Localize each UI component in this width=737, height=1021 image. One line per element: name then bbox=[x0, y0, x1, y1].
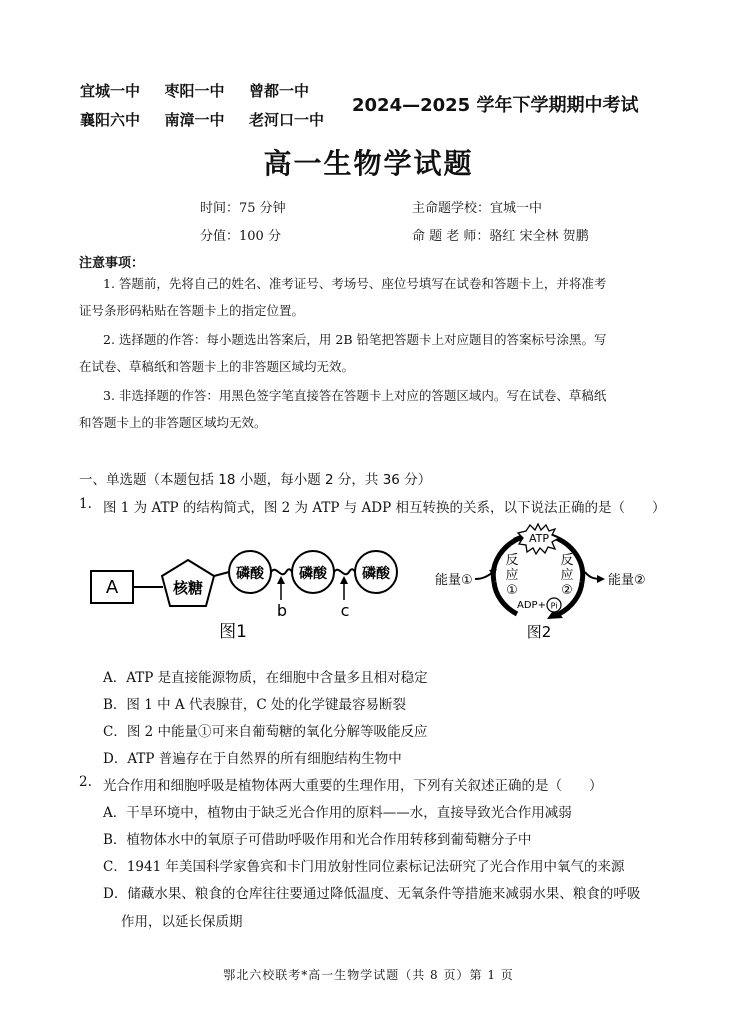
notice-heading: 注意事项： bbox=[79, 256, 145, 271]
question-number: 1. bbox=[79, 496, 92, 512]
exam-time: 时间：75 分钟 bbox=[200, 201, 286, 216]
question-number: 2. bbox=[79, 774, 92, 790]
atp-label: ATP bbox=[528, 532, 550, 545]
atp-structure-figure bbox=[85, 540, 405, 650]
question-stem: 图 1 为 ATP 的结构简式，图 2 为 ATP 与 ADP 相互转换的关系，以下说法正确的是（ ） bbox=[103, 500, 666, 516]
notice-item-1: 1. 答题前，先将自己的姓名、准考证号、考场号、座位号填写在试卷和答题卡上，并将准考 bbox=[103, 276, 607, 291]
ribose-label: 核糖 bbox=[172, 579, 204, 597]
atp-adp-cycle-figure bbox=[433, 522, 683, 647]
exam-teachers: 命 题 老 师：骆红 宋全林 贺鹏 bbox=[412, 229, 589, 244]
q1-option-d: D．ATP 普遍存在于自然界的所有细胞结构生物中 bbox=[103, 751, 402, 767]
page-title: 高一生物学试题 bbox=[263, 147, 474, 180]
lead-school: 主命题学校：宜城一中 bbox=[412, 201, 543, 216]
q1-option-b: B．图 1 中 A 代表腺苷，C 处的化学键最容易断裂 bbox=[103, 697, 407, 713]
reaction-2-label: 应 bbox=[560, 568, 574, 583]
high-energy-bond-c bbox=[334, 569, 355, 574]
energy-1-label: 能量① bbox=[435, 573, 473, 588]
school-name: 枣阳一中 bbox=[164, 82, 225, 100]
section-heading: 一、单选题（本题包括 18 小题，每小题 2 分，共 36 分） bbox=[79, 472, 432, 488]
notice-item-3-cont: 和答题卡上的非答题区域均无效。 bbox=[79, 415, 267, 430]
adp-label: ADP+ bbox=[517, 600, 546, 611]
bond-b-label: b bbox=[276, 601, 288, 620]
q2-option-b: B．植物体水中的氧原子可借助呼吸作用和光合作用转移到葡萄糖分子中 bbox=[103, 832, 532, 848]
schools-row-1 bbox=[80, 80, 309, 101]
school-name: 南漳一中 bbox=[164, 111, 225, 129]
q2-option-d: D．储藏水果、粮食的仓库往往要通过降低温度、无氧条件等措施来减弱水果、粮食的呼吸 bbox=[103, 886, 641, 902]
q1-option-c: C．图 2 中能量①可来自葡萄糖的氧化分解等吸能反应 bbox=[103, 724, 428, 740]
high-energy-bond-b bbox=[271, 569, 292, 574]
q2-option-d-cont: 作用，以延长保质期 bbox=[121, 914, 243, 930]
adenine-label: A bbox=[105, 577, 119, 598]
page-footer: 鄂北六校联考*高一生物学试题（共 8 页）第 1 页 bbox=[223, 968, 514, 982]
reaction-1-label: 反 bbox=[505, 553, 519, 568]
pi-label: Pi bbox=[550, 601, 558, 611]
phosphate-label: 磷酸 bbox=[236, 566, 264, 582]
q1-option-a: A．ATP 是直接能源物质，在细胞中含量多且相对稳定 bbox=[103, 670, 428, 686]
school-name: 曾都一中 bbox=[248, 82, 309, 100]
notice-item-1-cont: 证号条形码粘贴在答题卡上的指定位置。 bbox=[79, 303, 305, 318]
phosphate-label: 磷酸 bbox=[299, 566, 327, 582]
figure-1-caption: 图1 bbox=[219, 622, 247, 642]
question-stem: 光合作用和细胞呼吸是植物体两大重要的生理作用，下列有关叙述正确的是（ ） bbox=[103, 778, 603, 794]
bond-c-label: c bbox=[340, 601, 350, 620]
reaction-2-label: 反 bbox=[560, 553, 574, 568]
exam-name: 2024—2025 学年下学期期中考试 bbox=[352, 95, 639, 116]
school-name: 襄阳六中 bbox=[80, 111, 141, 129]
school-name: 宜城一中 bbox=[80, 82, 141, 100]
school-name: 老河口一中 bbox=[248, 111, 324, 129]
energy-2-label: 能量② bbox=[608, 573, 646, 588]
schools-row-2 bbox=[80, 109, 324, 130]
q2-option-a: A．干旱环境中，植物由于缺乏光合作用的原料——水，直接导致光合作用减弱 bbox=[103, 805, 572, 821]
phosphate-label: 磷酸 bbox=[362, 566, 390, 582]
notice-item-2: 2. 选择题的作答：每小题选出答案后，用 2B 铅笔把答题卡上对应题目的答案标号涂黑。写 bbox=[103, 332, 607, 347]
reaction-1-label: 应 bbox=[505, 568, 519, 583]
reaction-1-label: ① bbox=[506, 583, 518, 598]
notice-item-3: 3. 非选择题的作答：用黑色签字笔直接答在答题卡上对应的答题区域内。写在试卷、草稿纸 bbox=[103, 388, 607, 403]
reaction-2-label: ② bbox=[561, 583, 573, 598]
q2-option-c: C．1941 年美国科学家鲁宾和卡门用放射性同位素标记法研究了光合作用中氧气的来源 bbox=[103, 859, 625, 875]
figure-2-caption: 图2 bbox=[526, 623, 552, 641]
exam-score: 分值：100 分 bbox=[200, 229, 281, 244]
notice-item-2-cont: 在试卷、草稿纸和答题卡上的非答题区域均无效。 bbox=[79, 359, 355, 374]
